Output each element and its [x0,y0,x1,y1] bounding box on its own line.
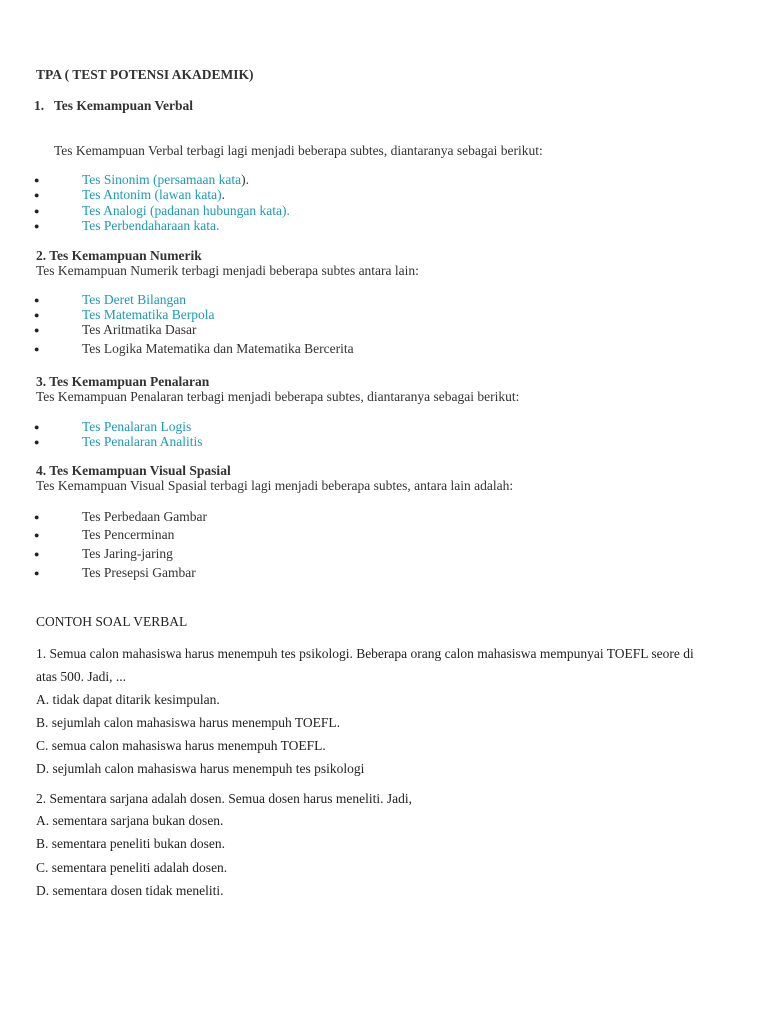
question-1-line-1: 1. Semua calon mahasiswa harus menempuh tes psikologi. Beberapa orang calon mahasiswa mempunyai TOEFL seore di [36,646,694,661]
bullet-icon: ● [34,512,40,522]
section-3-intro: Tes Kemampuan Penalaran terbagi menjadi beberapa subtes, diantaranya sebagai berikut: [36,389,520,404]
bullet-icon: ● [34,422,40,432]
item-suffix: ). [241,172,250,187]
bullet-icon: ● [34,190,40,200]
question-2-option-d: D. sementara dosen tidak meneliti. [36,883,224,898]
link-antonim[interactable]: Tes Antonim (lawan kata) [82,187,222,202]
section-1-heading: Tes Kemampuan Verbal [54,98,194,113]
bullet-icon: ● [34,344,40,354]
item-suffix: . [221,187,226,202]
page-title: TPA ( TEST POTENSI AKADEMIK) [36,67,254,82]
section-1-number: 1. [34,98,45,113]
question-2-option-c: C. sementara peneliti adalah dosen. [36,860,228,875]
question-2-line-1: 2. Sementara sarjana adalah dosen. Semua dosen harus meneliti. Jadi, [36,791,413,806]
list-item[interactable] [82,203,290,219]
section-1-intro: Tes Kemampuan Verbal terbagi lagi menjadi beberapa subtes, diantaranya sebagai berikut: [54,143,543,158]
question-1-option-d: D. sejumlah calon mahasiswa harus menempuh tes psikologi [36,761,365,776]
section-3-heading: 3. Tes Kemampuan Penalaran [36,374,210,389]
link-perbendaharaan[interactable]: Tes Perbendaharaan kata. [82,218,220,233]
question-2-option-a: A. sementara sarjana bukan dosen. [36,813,224,828]
list-item[interactable] [82,187,225,203]
question-1-option-b: B. sejumlah calon mahasiswa harus menempuh TOEFL. [36,715,340,730]
bullet-icon: ● [34,549,40,559]
list-item: Tes Presepsi Gambar [82,565,196,580]
question-1-option-a: A. tidak dapat ditarik kesimpulan. [36,692,220,707]
bullet-icon: ● [34,310,40,320]
list-item: Tes Logika Matematika dan Matematika Bercerita [82,341,354,356]
link-matematika-berpola[interactable]: Tes Matematika Berpola [82,307,215,322]
bullet-icon: ● [34,437,40,447]
bullet-icon: ● [34,175,40,185]
bullet-icon: ● [34,568,40,578]
bullet-icon: ● [34,325,40,335]
list-item: Tes Perbedaan Gambar [82,509,208,524]
list-item[interactable] [82,218,219,234]
contoh-heading: CONTOH SOAL VERBAL [36,614,188,629]
list-item: Tes Jaring-jaring [82,546,173,561]
question-1-option-c: C. semua calon mahasiswa harus menempuh TOEFL. [36,738,326,753]
section-2-heading: 2. Tes Kemampuan Numerik [36,248,202,263]
list-item: Tes Aritmatika Dasar [82,322,197,337]
bullet-icon: ● [34,530,40,540]
list-item[interactable] [82,172,249,188]
link-deret-bilangan[interactable]: Tes Deret Bilangan [82,292,187,307]
question-1-line-2: atas 500. Jadi, ... [36,669,126,684]
section-2-intro: Tes Kemampuan Numerik terbagi menjadi beberapa subtes antara lain: [36,263,419,278]
list-item: Tes Pencerminan [82,527,175,542]
section-4-heading: 4. Tes Kemampuan Visual Spasial [36,463,231,478]
question-2-option-b: B. sementara peneliti bukan dosen. [36,836,225,851]
link-analogi[interactable]: Tes Analogi (padanan hubungan kata). [82,203,290,218]
bullet-icon: ● [34,221,40,231]
bullet-icon: ● [34,206,40,216]
link-sinonim[interactable]: Tes Sinonim (persamaan kata [82,172,242,187]
link-penalaran-logis[interactable]: Tes Penalaran Logis [82,419,192,434]
link-penalaran-analitis[interactable]: Tes Penalaran Analitis [82,434,203,449]
bullet-icon: ● [34,295,40,305]
section-4-intro: Tes Kemampuan Visual Spasial terbagi lagi menjadi beberapa subtes, antara lain adalah: [36,478,514,493]
